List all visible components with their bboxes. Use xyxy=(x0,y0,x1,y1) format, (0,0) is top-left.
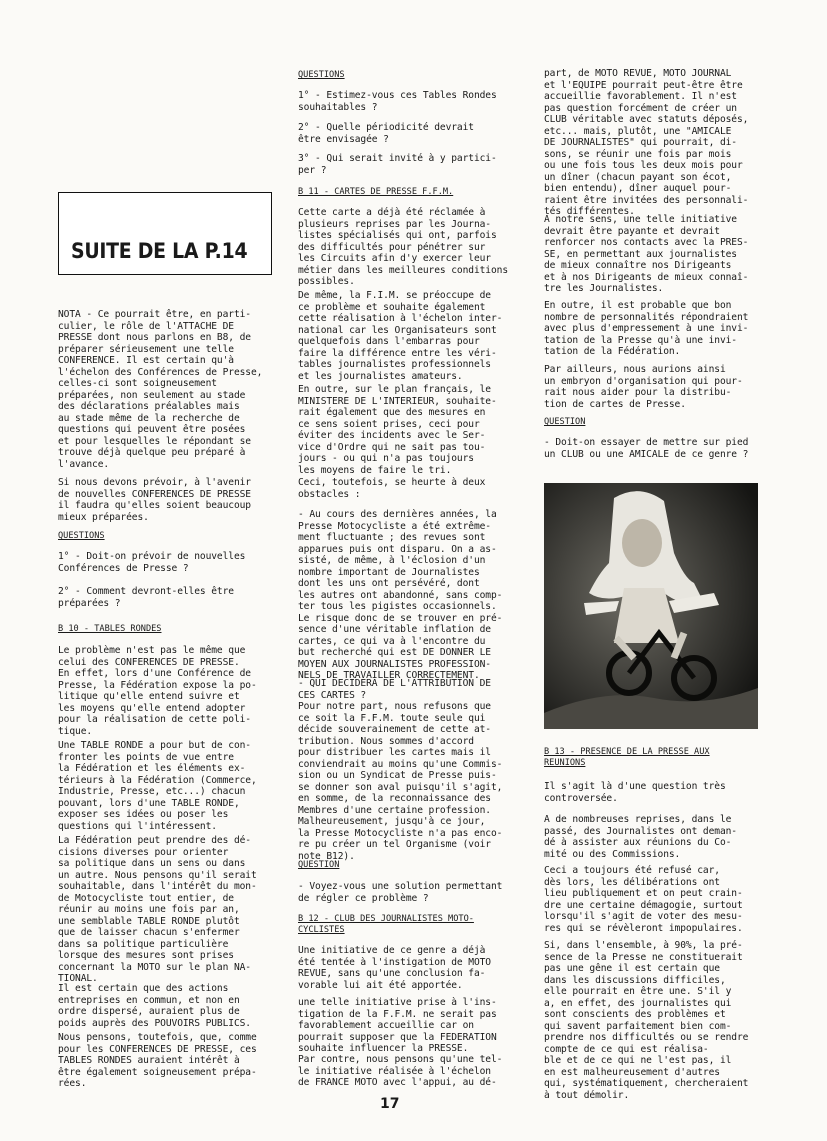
paragraph: Nous pensons, toutefois, que, comme pour les CONFERENCES DE PRESSE, ces TABLES RONDES auraient intérêt à être également soigneusement prépa- rées. xyxy=(58,1032,257,1089)
question-item: - Doit-on essayer de mettre sur pied un CLUB ou une AMICALE de ce genre ? xyxy=(544,437,749,460)
question-item: 1° - Estimez-vous ces Tables Rondes souhaitables ? xyxy=(298,90,497,113)
paragraph: - Au cours des dernières années, la Presse Motocycliste a été extrême- ment fluctuante ; des revues sont apparues puis ont disparu. On a as- sisté, de même, à l'éclosion d'un nombre important de Journalistes dont les uns ont persévéré, dont les autres ont abandonné, sans comp- ter tous les pigistes occasionnels. Le risque donc de se trouver en pré- sence d'une véritable inflation de cartes, ce qui va à l'encontre du but recherché qui est DE DONNER LE MOYEN AUX JOURNALISTES PROFESSION- NELS DE TRAVAILLER CORRECTEMENT. xyxy=(298,509,503,681)
paragraph: La Fédération peut prendre des dé- cisions diverses pour orienter sa politique dans un sens ou dans un autre. Nous pensons qu'il serait souhaitable, dans l'intérêt du mon- de Motocycliste tout entier, de réunir au moins une fois par an, une semblable TABLE RONDE plutôt que de laisser chacun s'enfermer dans sa politique particulière lorsque des mesures sont prises concernant la MOTO sur le plan NA- TIONAL. xyxy=(58,835,257,984)
paragraph: Par ailleurs, nous aurions ainsi un embryon d'organisation qui pour- rait nous aider pour la distribu- tion de cartes de Presse. xyxy=(544,364,743,410)
paragraph: Si nous devons prévoir, à l'avenir de nouvelles CONFERENCES DE PRESSE il faudra qu'elles soient beaucoup mieux préparées. xyxy=(58,477,251,523)
section-heading: QUESTIONS xyxy=(298,70,345,80)
question-item: 1° - Doit-on prévoir de nouvelles Conférences de Presse ? xyxy=(58,551,246,574)
section-heading: B 10 - TABLES RONDES xyxy=(58,624,162,634)
paragraph: Si, dans l'ensemble, à 90%, la pré- sence de la Presse ne constituerait pas une gêne il est certain que dans les discussions difficiles, elle pourrait en être une. S'il y a, en effet, des journalistes qui sont conscients des problèmes et qui savent parfaitement bien com- prendre nos difficultés ou se rendre compte de ce qui est réalisa- ble et de ce qui ne l'est pas, il en est malheureusement d'autres qui, systématiquement, chercheraient à tout démolir. xyxy=(544,940,749,1101)
paragraph: En outre, il est probable que bon nombre de personnalités répondraient avec plus d'empressement à une invi- tation de la Presse qu'à une invi- tation de la Fédération. xyxy=(544,300,749,357)
section-heading: QUESTION xyxy=(544,417,586,427)
paragraph: Il s'agit là d'une question très controversée. xyxy=(544,781,726,804)
paragraph: Une TABLE RONDE a pour but de con- fronter les points de vue entre la Fédération et les éléments ex- térieurs à la Fédération (Commerce, Industrie, Presse, etc...) chacun pouvant, lors d'une TABLE RONDE, exposer ses idées ou poser les questions qui l'intéressent. xyxy=(58,740,257,832)
paragraph: part, de MOTO REVUE, MOTO JOURNAL et l'EQUIPE pourrait peut-être être accueillie favorablement. Il n'est pas question forcément de créer un CLUB véritable avec statuts déposés, etc... mais, plutôt, une "AMICALE DE JOURNALISTES" qui pourrait, di- sons, se réunir une fois par mois ou une fois tous les deux mois pour un dîner (chacun payant son écot, bien entendu), dîner auquel pour- raient être invitées des personnali- tés différentes. xyxy=(544,68,749,217)
motorcycle-rider-photo xyxy=(544,483,758,729)
section-heading: QUESTIONS xyxy=(58,531,105,541)
continuation-title-box xyxy=(58,192,272,275)
paragraph: A notre sens, une telle initiative devrait être payante et devrait renforcer nos contacts avec la PRES- SE, en permettant aux journalistes de mieux connaître nos Dirigeants et à nos Dirigeants de mieux connaî- tre les Journalistes. xyxy=(544,214,749,294)
paragraph: De même, la F.I.M. se préoccupe de ce problème et souhaite également cette réalisation à l'échelon inter- national car les Organisateurs sont quelquefois dans l'embarras pour faire la différence entre les véri- tables journalistes professionnels et les journalistes amateurs. xyxy=(298,290,503,382)
section-heading: B 12 - CLUB DES JOURNALISTES MOTO- CYCLISTES xyxy=(298,914,474,935)
continuation-title: SUITE DE LA P.14 xyxy=(71,239,248,263)
section-heading: B 11 - CARTES DE PRESSE F.F.M. xyxy=(298,187,454,197)
question-item: 2° - Comment devront-elles être préparées ? xyxy=(58,586,234,609)
paragraph: Ceci a toujours été refusé car, dès lors, les délibérations ont lieu publiquement et on peut crain- dre une certaine démagogie, surtout lorsqu'il s'agit de voter des mesu- res qui se révèleront impopulaires. xyxy=(544,865,743,934)
paragraph: Par contre, nous pensons qu'une tel- le initiative réalisée à l'échelon de FRANCE MOTO avec l'appui, au dé- xyxy=(298,1054,503,1088)
paragraph: une telle initiative prise à l'ins- tigation de la F.F.M. ne serait pas favorablement accueillie car on pourrait supposer que la FEDERATION souhaite influencer la PRESSE. xyxy=(298,997,497,1054)
paragraph: Une initiative de ce genre a déjà été tentée à l'instigation de MOTO REVUE, sans qu'une conclusion fa- vorable lui ait été apportée. xyxy=(298,945,491,991)
section-heading: B 13 - PRESENCE DE LA PRESSE AUX REUNIONS xyxy=(544,747,710,768)
paragraph: - QUI DECIDERA DE L'ATTRIBUTION DE CES CARTES ? Pour notre part, nous refusons que ce soit la F.F.M. toute seule qui décide souverainement de cette at- tribution. Nous sommes d'accord pour distribuer les cartes mais il conviendrait au moins qu'une Commis- sion ou un Syndicat de Presse puis- se donner son aval puisqu'il s'agit, en somme, de la reconnaissance des Membres d'une certaine profession. Malheureusement, jusqu'à ce jour, la Presse Motocycliste n'a pas enco- re pu créer un tel Organisme (voir note B12). xyxy=(298,678,503,862)
section-heading: QUESTION xyxy=(298,860,340,870)
question-item: - Voyez-vous une solution permettant de régler ce problème ? xyxy=(298,881,503,904)
question-item: 2° - Quelle périodicité devrait être envisagée ? xyxy=(298,122,474,145)
page-number: 17 xyxy=(380,1096,400,1112)
paragraph: En outre, sur le plan français, le MINISTERE DE L'INTERIEUR, souhaite- rait également que des mesures en ce sens soient prises, ceci pour éviter des incidents avec le Ser- vice d'Ordre qui ne sait pas tou- jours - ou qui n'a pas toujours les moyens de faire le tri. xyxy=(298,384,497,476)
paragraph: Ceci, toutefois, se heurte à deux obstacles : xyxy=(298,477,486,500)
paragraph: A de nombreuses reprises, dans le passé, des Journalistes ont deman- dé à assister aux réunions du Co- mité ou des Commissions. xyxy=(544,814,737,860)
paragraph: Il est certain que des actions entreprises en commun, et non en ordre dispersé, auraient plus de poids auprès des POUVOIRS PUBLICS. xyxy=(58,983,251,1029)
paragraph: Le problème n'est pas le même que celui des CONFERENCES DE PRESSE. En effet, lors d'une Conférence de Presse, la Fédération expose la po- litique qu'elle entend suivre et les moyens qu'elle entend adopter pour la réalisation de cette poli- tique. xyxy=(58,645,257,737)
question-item: 3° - Qui serait invité à y partici- per ? xyxy=(298,153,497,176)
paragraph: Cette carte a déjà été réclamée à plusieurs reprises par les Journa- listes spécialisés qui ont, parfois des difficultés pour pénétrer sur les Circuits afin d'y exercer leur métier dans les meilleures conditions possibles. xyxy=(298,207,509,287)
photo-illustration xyxy=(544,483,758,729)
nota-paragraph: NOTA - Ce pourrait être, en parti- culier, le rôle de l'ATTACHE DE PRESSE dont nous parlons en B8, de préparer sérieusement une telle CONFERENCE. Il est certain qu'à l'échelon des Conférences de Presse, celles-ci sont soigneusement préparées, non seulement au stade des déclarations préalables mais au stade même de la recherche de questions qui peuvent être posées et pour lesquelles le répondant se trouve déjà quelque peu préparé à l'avance. xyxy=(58,309,263,470)
